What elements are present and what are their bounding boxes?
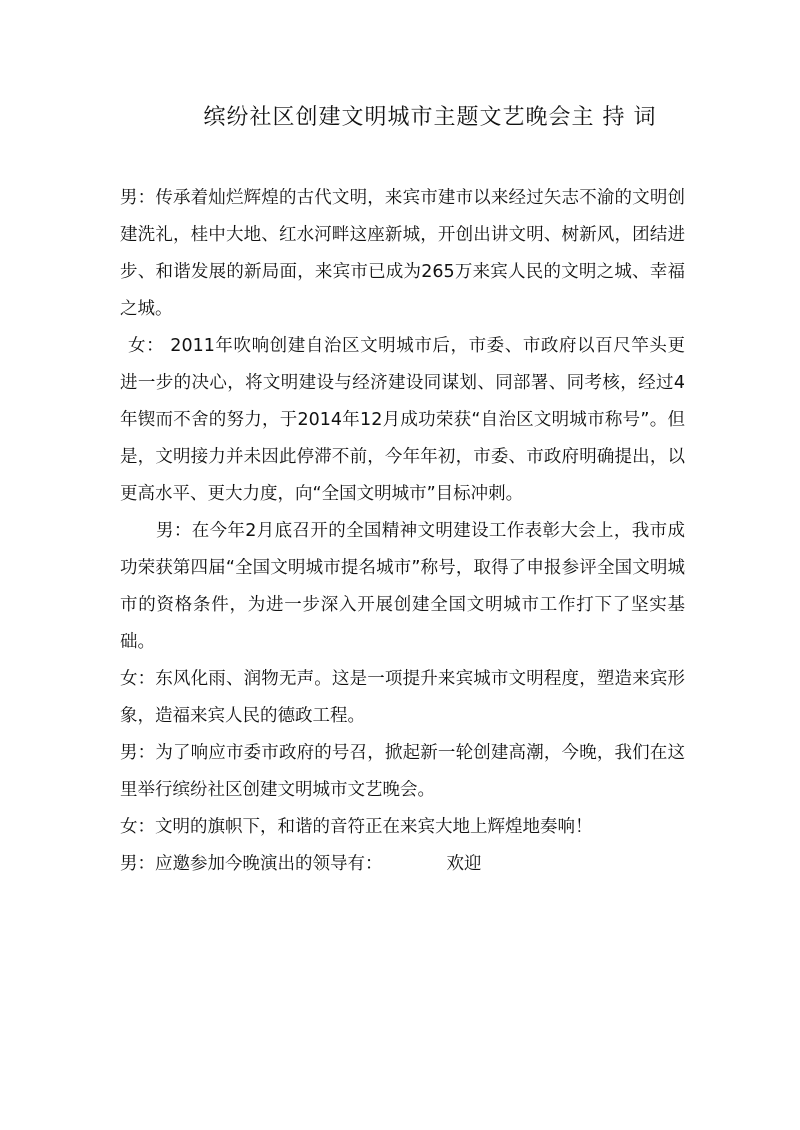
document-body <box>120 180 685 883</box>
paragraph-male-4 <box>120 846 685 883</box>
welcome-text: 欢迎 <box>446 854 482 874</box>
paragraph-female-3: 女：文明的旗帜下，和谐的音符正在来宾大地上辉煌地奏响！ <box>120 817 593 837</box>
document-title: 缤纷社区创建文明城市主题文艺晚会主 持 词 <box>203 105 657 130</box>
leaders-intro-text: 男：应邀参加今晚演出的领导有： <box>120 854 383 874</box>
paragraph-female-2: 女：东风化雨、润物无声。这是一项提升来宾城市文明程度，塑造来宾形象，造福来宾人民的德政工程。 <box>120 669 685 726</box>
paragraph-male-1: 男：传承着灿烂辉煌的古代文明，来宾市建市以来经过矢志不渝的文明创建洗礼，桂中大地、红水河畔这座新城，开创出讲文明、树新风，团结进步、和谐发展的新局面，来宾市已成为265万来宾人民的文明之城、幸福之城。 <box>120 188 685 319</box>
paragraph-male-3: 男：为了响应市委市政府的号召，掀起新一轮创建高潮，今晚，我们在这里举行缤纷社区创建文明城市文艺晚会。 <box>120 743 685 800</box>
paragraph-male-2: 男：在今年2月底召开的全国精神文明建设工作表彰大会上，我市成功荣获第四届“全国文明城市提名城市”称号，取得了申报参评全国文明城市的资格条件，为进一步深入开展创建全国文明城市工作打下了坚实基础。 <box>120 521 685 652</box>
paragraph-female-1: 女： 2011年吹响创建自治区文明城市后，市委、市政府以百尺竿头更进一步的决心，将文明建设与经济建设同谋划、同部署、同考核，经过4年锲而不舍的努力，于2014年12月成功荣获“自治区文明城市称号”。但是，文明接力并未因此停滞不前，今年年初，市委、市政府明确提出，以更高水平、更大力度，向“全国文明城市”目标冲刺。 <box>120 336 685 504</box>
